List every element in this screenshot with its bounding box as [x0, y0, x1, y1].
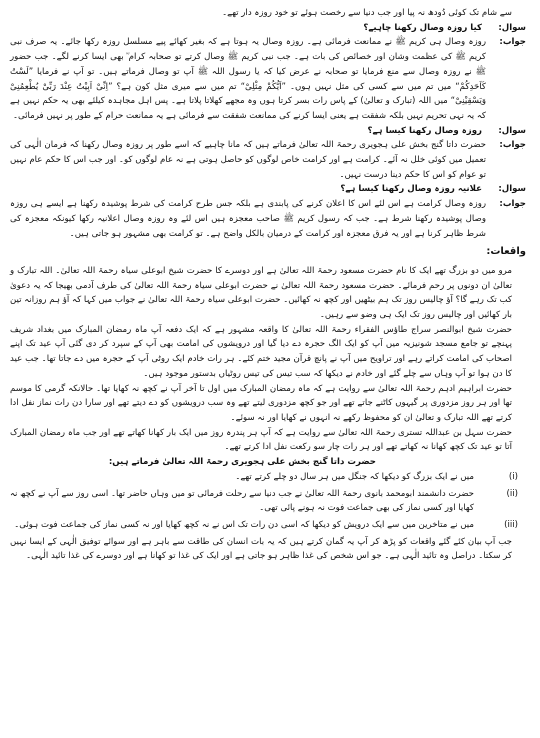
list-item — [10, 518, 526, 533]
numbered-list — [10, 470, 526, 533]
question-text: کیا روزہ وصال رکھنا چاہیے؟ — [363, 22, 482, 33]
list-item-number: (i) — [508, 471, 518, 482]
question-text: روزہ وصال رکھنا کیسا ہے؟ — [367, 125, 482, 136]
list-item — [10, 470, 526, 485]
question-1 — [10, 21, 526, 36]
list-item-text: حضرت دانشمند ابومحمد بانوی رحمۃ اللہ تعالیٰ نے جب دنیا سے رحلت فرمائی تو میں وہاں حاضر تھا۔ اسی روز سے آپ نے کچھ نہ کھایا اور کسی نماز کی بھی جماعت فوت نہ ہونے پائی تھی۔ — [10, 488, 474, 514]
answer-label: جواب: — [499, 37, 526, 48]
answer-3 — [10, 197, 526, 241]
list-item-text: میں نے ایک بزرگ کو دیکھا کہ جنگل میں ہر سال دو چلے کرتے تھے۔ — [235, 471, 474, 482]
opening-line: سے شام تک کوئی دُودھ نہ پیا اور جب دنیا سے رخصت ہوئے تو خود روزہ دار تھے۔ — [222, 8, 512, 18]
answer-text: حضرت داتا گنج بخش علی ہجویری رحمۃ اللہ تعالیٰ فرماتے ہیں کہ مانا چاہیے کہ اسے طور پر روزہ وصال رکھنا کہ فرمان الٰہی کی تعمیل میں کوئی خلل نہ آئے۔ کرامت ہے اور کرامت خاص لوگوں کو حاصل ہوتی ہے نہ عام لوگوں کو۔ اور جب اس کا حکم عام نہیں تو عوام کو اس کا حکم دینا درست نہیں۔ — [10, 140, 486, 180]
event-paragraph-2: حضرت شیخ ابوالنصر سراج طاؤس الفقراء رحمۃ اللہ تعالیٰ کا واقعہ مشہور ہے کہ ایک دفعہ آپ ماہ رمضان المبارک میں بغداد شریف پہنچے تو جامع مسجد شونیزیہ میں آپ کو ایک الگ حجرہ دے دیا گیا اور درویشوں کی امامت بھی آپ کے سپرد کر دی گئی آپ عید تک اپنے اصحاب کی امامت کراتے رہے اور تراویح میں آپ نے پانچ قرآن مجید ختم کئے۔ ہر رات خادم ایک روٹی آپ کے حجرہ میں دے جاتا تھا۔ جب عید کا دن ہوا تو آپ وہاں سے چلے گئے اور خادم نے دیکھا کہ سب تیس کی تیس روٹیاں بدستور موجود ہیں۔ — [10, 324, 512, 379]
list-item — [10, 487, 526, 516]
list-title: حضرت داتا گنج بخش علی ہجویری رحمۃ اللہ تعالیٰ فرماتے ہیں: — [108, 457, 376, 468]
closing-paragraph: جب آپ بیان کئے گئے واقعات کو پڑھ کر آپ یہ گمان کرتے ہیں کہ یہ بات انسان کی طاقت سے باہر ہے اور سوائے توفیق الٰہی کے ایسا نہیں کر سکتا۔ دراصل وہ تائید الٰہی ہے۔ جو اس شخص کی غذا ظاہر ہو جاتی ہے اور ایک کی غذا تو کھانا ہے اور دوسرے کی غذا تائید الٰہی۔ — [10, 536, 512, 562]
answer-label: جواب: — [499, 140, 526, 151]
question-label: سوال: — [498, 184, 526, 195]
question-label: سوال: — [498, 22, 526, 33]
question-3 — [10, 182, 526, 197]
answer-label: جواب: — [499, 199, 526, 210]
question-label: سوال: — [498, 125, 526, 136]
question-text: علانیہ روزہ وصال رکھنا کیسا ہے؟ — [340, 184, 482, 195]
answer-1 — [10, 35, 526, 123]
event-paragraph-4: حضرت سہل بن عبداللہ تستری رحمۃ اللہ تعالیٰ سے روایت ہے کہ آپ ہر پندرہ روز میں ایک بار کھانا کھاتے تھے اور جب ماہ رمضان المبارک آتا تو عید تک کچھ کھانا نہ کھاتے تھے اور ہر رات چار سو رکعت نفل ادا کرتے تھے۔ — [10, 427, 512, 453]
answer-2 — [10, 138, 526, 182]
question-2 — [10, 124, 526, 139]
events-heading: واقعات: — [486, 246, 526, 258]
answer-text: روزہ وصال ہی کریم ﷺ نے ممانعت فرمائی ہے۔ روزہ وصال یہ ہوتا ہے کہ بغیر کھائے پیے مسلسل روزہ رکھا جائے۔ یہ صرف نبی کریم ﷺ کی عظمت وشان اور خصائص کی بات ہے۔ جب نبی کریم ﷺ وصال کرتے تو صحابہ کرام ؓ بھی ایسا کرنے لگے۔ جب حضور ﷺ نے روزہ وصال سے منع فرمایا تو صحابہ نے عرض کیا کہ یا رسول اللہ ﷺ آپ تو وصال فرماتے ہیں۔ تو آپ نے فرمایا ”لَسْتُ کَاَحَدِکُمْ“ میں تم میں سے کسی کی مثل نہیں ہوں۔ ”اَیُّکُمْ مِثْلِیْ“ تم میں سے میری مثل کون ہے؟ ”اِنِّیْ اَبِیْتُ عِنْدَ رَبِّیْ یُطْعِمُنِیْ وَیَسْقِیْنِیْ“ میں اللہ (تبارک و تعالیٰ) کے پاس رات بسر کرتا ہوں وہ مجھے کھلاتا پلاتا ہے۔ پس اہل مجاہدہ کیلئے بھی یہ حکم نہیں ہے کہ یہ نہی تحریم نہیں بلکہ شفقت ہے یعنی ایسا کرنے کی ممانعت شفقت سے فرمائی ہے یہ ممانعت حرام کے طور پر نہیں فرمائی۔ — [10, 37, 486, 121]
event-paragraph-1: مرو میں دو بزرگ تھے ایک کا نام حضرت مسعود رحمۃ اللہ تعالیٰ ہے اور دوسرے کا حضرت شیخ ابوعلی سیاہ رحمۃ اللہ تعالیٰ۔ اللہ تبارک و تعالیٰ ان دونوں پر رحم فرمائے۔ حضرت مسعود رحمۃ اللہ تعالیٰ نے حضرت ابوعلی سیاہ رحمۃ اللہ تعالیٰ کی طرف آدمی بھیجا کہ یہ دعویٰ کب تک رہے گا؟ آؤ چالیس روز تک ہم بیٹھیں اور کچھ نہ کھائیں۔ حضرت ابوعلی سیاہ رحمۃ اللہ تعالیٰ نے جواب میں کہا کہ آؤ ہم روزانہ تین بار کھائیں اور چالیس روز تک ایک ہی وضو سے رہیں۔ — [10, 265, 512, 321]
event-paragraph-3: حضرت ابراہیم ادہم رحمۃ اللہ تعالیٰ سے روایت ہے کہ ماہ رمضان المبارک میں اول تا آخر آپ نے کچھ نہ کھایا تھا۔ حالانکہ گرمی کا موسم تھا اور ہر روز مزدوری پر گیہوں کاٹنے جاتے تھے اور جو کچھ مزدوری لیتے تھے وہ سب درویشوں کو دے دیتے تھے اور سارا دن رات نماز نفل ادا کرتے تھے اللہ تبارک و تعالیٰ ان کو محفوظ رکھے نہ انہوں نے کھایا اور نہ سوئے۔ — [10, 383, 512, 423]
list-item-number: (ii) — [506, 488, 518, 499]
list-item-text: میں نے متاخرین میں سے ایک درویش کو دیکھا کہ اسی دن رات تک اس نے نہ کچھ کھایا اور نہ کسی نماز کی جماعت فوت ہوئی۔ — [14, 519, 474, 530]
list-item-number: (iii) — [504, 519, 518, 530]
answer-text: روزہ وصال کرامت ہے اس لئے اس کا اعلان کرنے کی پابندی ہے بلکہ جس طرح کرامت کی شرط پوشیدہ رکھنا ہے ایسے ہی روزہ وصال پوشیدہ رکھنا شرط ہے۔ جب کہ رسول کریم ﷺ صاحب معجزہ ہیں اس لئے وہ روزہ وصال اعلانیہ رکھا کیونکہ معجزہ کی شرط ظاہر کرنا ہے اور یہ فرق معجزہ اور کرامت کے درمیان بالکل واضح ہے۔ تو کرامت بھی مشہور ہو جاتی ہیں۔ — [10, 199, 486, 239]
